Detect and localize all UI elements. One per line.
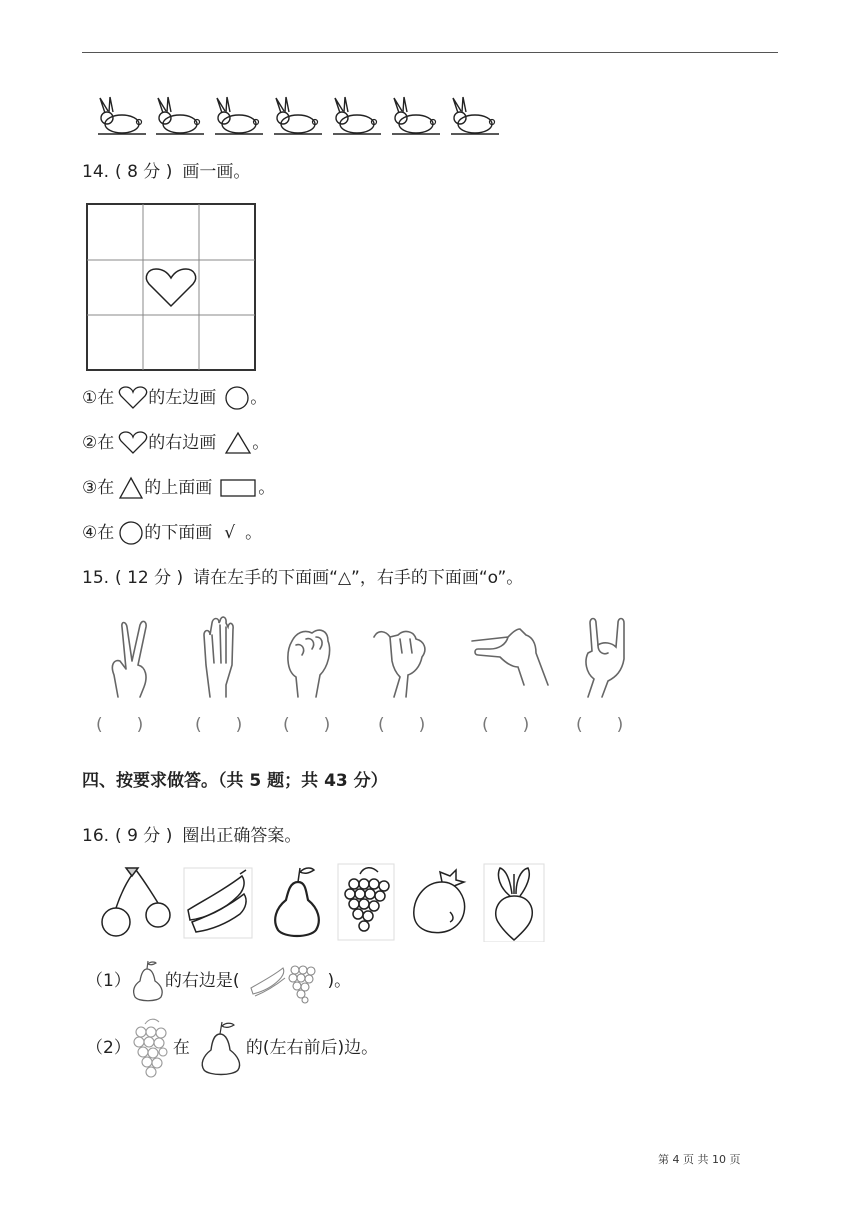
q14-item-2 [82, 431, 269, 455]
sub-label: （2） [86, 1038, 131, 1058]
item-post: 的上面画 [144, 478, 213, 498]
q15-paren-4[interactable]: ( ) [378, 715, 426, 735]
item-marker: ① [82, 388, 98, 408]
grapes-icon [338, 864, 394, 940]
q14-item-1 [82, 386, 267, 410]
hand-fist-icon [288, 630, 330, 697]
item-marker: ③ [82, 478, 98, 498]
circle-icon [118, 521, 144, 545]
item-post: 的右边画 [148, 433, 217, 453]
rabbit-icon [156, 97, 204, 134]
section-4-title: 四、按要求做答。（共 5 题；共 43 分） [82, 771, 388, 791]
rabbit-icon [274, 97, 322, 134]
heart-icon [118, 386, 148, 410]
q15-paren-6[interactable]: ( ) [576, 715, 624, 735]
hands-row [96, 615, 656, 705]
q14-item-3 [82, 476, 275, 500]
q15-paren-3[interactable]: ( ) [283, 715, 331, 735]
q16-prompt: 圈出正确答案。 [182, 826, 302, 846]
hand-pointing-icon [472, 629, 548, 685]
item-end: 。 [245, 523, 263, 543]
rabbit-icon [215, 97, 263, 134]
q14-header [82, 161, 250, 183]
item-marker: ④ [82, 523, 98, 543]
q16-score: ( 9 分 ) [115, 826, 173, 846]
sub-text2: )。 [327, 971, 352, 991]
item-end: 。 [250, 388, 268, 408]
item-pre: 在 [97, 478, 115, 498]
grapes-icon [131, 1016, 171, 1080]
rabbit-icon [451, 97, 499, 134]
radish-icon [484, 864, 544, 942]
hand-thumb-icon [374, 632, 425, 697]
q16-number: 16. [82, 826, 110, 846]
q15-paren-2[interactable]: ( ) [195, 715, 243, 735]
q15-paren-5[interactable]: ( ) [482, 715, 530, 735]
triangle-icon [224, 431, 252, 455]
circle-icon [224, 386, 250, 410]
heart-icon [146, 269, 195, 306]
q16-sub2 [86, 1016, 378, 1080]
rabbit-icon [98, 97, 146, 134]
header-rule [82, 52, 778, 53]
rabbit-icon [392, 97, 440, 134]
sub-text1: 的右边是( [164, 971, 240, 991]
heart-icon [118, 431, 148, 455]
q14-number: 14. [82, 162, 110, 182]
q15-number: 15. [82, 568, 110, 588]
page-footer: 第 4 页 共 10 页 [658, 1153, 741, 1166]
sub-text1: 在 [172, 1038, 190, 1058]
hand-palm-icon [204, 617, 233, 697]
item-post: 的下面画 [144, 523, 213, 543]
item-pre: 在 [97, 433, 115, 453]
item-marker: ② [82, 433, 98, 453]
sub-label: （1） [86, 971, 131, 991]
q16-header [82, 825, 301, 847]
pear-icon [198, 1018, 246, 1078]
rabbit-icon [333, 97, 381, 134]
q15-score: ( 12 分 ) [115, 568, 184, 588]
q15-header [82, 567, 523, 589]
q15-paren-1[interactable]: ( ) [96, 715, 144, 735]
banana-icon [184, 868, 252, 938]
grid-3x3 [86, 203, 258, 373]
pear-icon [275, 868, 319, 936]
check-mark: √ [224, 523, 236, 543]
rectangle-icon [220, 476, 258, 500]
q14-prompt: 画一画。 [182, 162, 251, 182]
item-post: 的左边画 [148, 388, 217, 408]
eggplant-icon [414, 870, 465, 933]
fruits-row [98, 860, 548, 942]
hand-v-sign-icon [112, 621, 146, 697]
pear-icon [131, 959, 165, 1003]
item-end: 。 [258, 478, 276, 498]
item-pre: 在 [97, 388, 115, 408]
q15-prompt: 请在左手的下面画“△”，右手的下面画“o”。 [193, 568, 524, 588]
item-pre: 在 [97, 523, 115, 543]
q16-sub1 [86, 958, 351, 1004]
rabbits-row [96, 96, 506, 138]
sub-text2: 的(左右前后)边。 [245, 1038, 379, 1058]
triangle-icon [118, 476, 144, 500]
hand-rock-icon [586, 619, 624, 698]
cherry-icon [102, 868, 170, 936]
banana-grapes-icon [249, 958, 323, 1004]
q14-item-4 [82, 521, 262, 545]
item-end: 。 [252, 433, 270, 453]
q14-score: ( 8 分 ) [115, 162, 173, 182]
